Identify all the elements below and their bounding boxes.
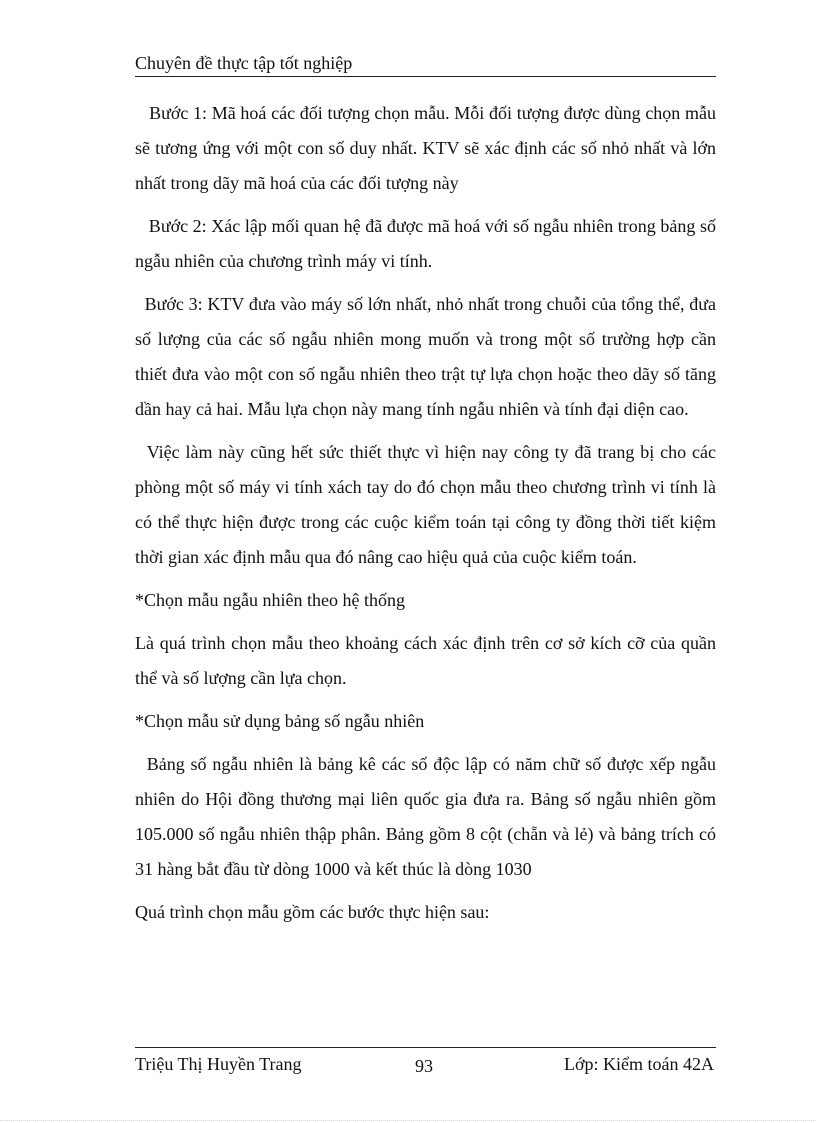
paragraph-random-number-table: Bảng số ngẫu nhiên là bảng kê các số độc lập có năm chữ số được xếp ngẫu nhiên do Hội đồng thương mại liên quốc gia đưa ra. Bảng số ngẫu nhiên gồm 105.000 số ngẫu nhiên thập phân. Bảng gồm 8 cột (chẵn và lẻ) và bảng trích có 31 hàng bắt đầu từ dòng 1000 và kết thúc là dòng 1030 (135, 754, 716, 879)
paragraph-practicality: Việc làm này cũng hết sức thiết thực vì hiện nay công ty đã trang bị cho các phòng một số máy vi tính xách tay do đó chọn mẫu theo chương trình vi tính là có thể thực hiện được trong các cuộc kiểm toán tại công ty đồng thời tiết kiệm thời gian xác định mẫu qua đó nâng cao hiệu quả của cuộc kiểm toán. (135, 442, 716, 567)
page-number: 93 (415, 1056, 433, 1076)
paragraph-step-1: Bước 1: Mã hoá các đối tượng chọn mẫu. Mỗi đối tượng được dùng chọn mẫu sẽ tương ứng với một con số duy nhất. KTV sẽ xác định các số nhỏ nhất và lớn nhất trong dãy mã hoá của các đối tượng này (135, 103, 716, 193)
heading-random-number-table: *Chọn mẫu sử dụng bảng số ngẫu nhiên (135, 711, 425, 731)
header-title: Chuyên đề thực tập tốt nghiệp (135, 53, 353, 73)
document-body (135, 96, 716, 930)
paragraph-systematic-sampling: Là quá trình chọn mẫu theo khoảng cách xác định trên cơ sở kích cỡ của quần thể và số lượng cần lựa chọn. (135, 633, 716, 688)
page-header (135, 50, 716, 77)
heading-systematic-sampling: *Chọn mẫu ngẫu nhiên theo hệ thống (135, 590, 405, 610)
paragraph-process-intro: Quá trình chọn mẫu gồm các bước thực hiện sau: (135, 902, 490, 922)
page-footer (135, 1047, 716, 1074)
paragraph-step-3: Bước 3: KTV đưa vào máy số lớn nhất, nhỏ nhất trong chuỗi của tổng thể, đưa số lượng của các số ngẫu nhiên mong muốn và trong một số trường hợp cần thiết đưa vào một con số ngẫu nhiên theo trật tự lựa chọn hoặc theo dãy số tăng dần hay cả hai. Mẫu lựa chọn này mang tính ngẫu nhiên và tính đại diện cao. (135, 294, 716, 419)
paragraph-step-2: Bước 2: Xác lập mối quan hệ đã được mã hoá với số ngẫu nhiên trong bảng số ngẫu nhiên của chương trình máy vi tính. (135, 216, 716, 271)
footer-class: Lớp: Kiểm toán 42A (564, 1054, 714, 1074)
footer-author: Triệu Thị Huyền Trang (135, 1054, 302, 1074)
page-edge-divider (0, 1120, 816, 1121)
